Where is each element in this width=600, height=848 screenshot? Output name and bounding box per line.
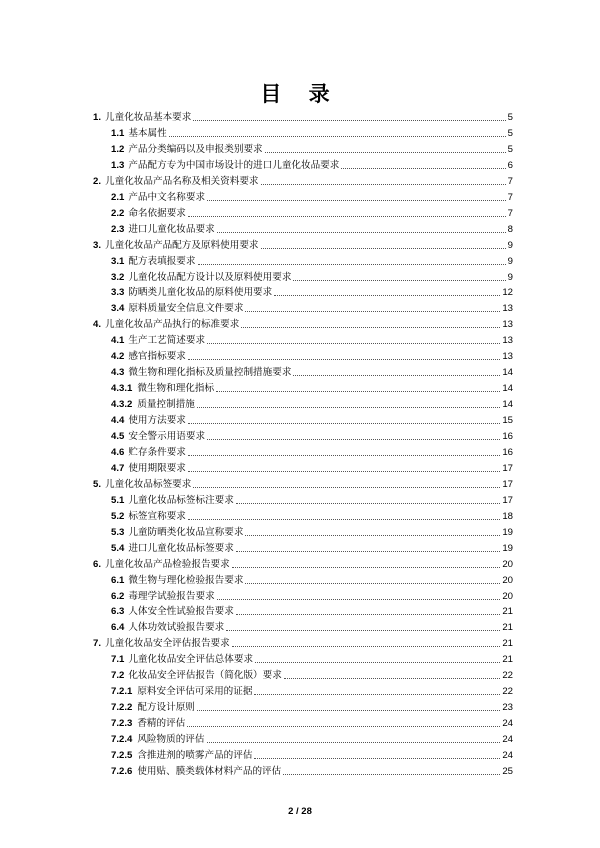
toc-entry-number: 2.	[93, 175, 102, 187]
toc-entry[interactable]	[93, 317, 513, 331]
toc-dot-leader	[245, 583, 500, 584]
toc-entry-number: 3.	[93, 239, 102, 251]
toc-entry-number: 7.2.4	[111, 734, 133, 746]
toc-entry[interactable]	[111, 381, 513, 395]
toc-entry-page: 5	[507, 112, 513, 123]
toc-entry-page: 9	[507, 255, 513, 267]
toc-dot-leader	[207, 343, 500, 344]
toc-entry-page: 21	[502, 606, 513, 618]
toc-dot-leader	[254, 758, 500, 759]
toc-entry-page: 20	[502, 574, 513, 586]
toc-entry-number: 5.1	[111, 494, 125, 506]
toc-entry-title: 使用期限要求	[128, 462, 186, 474]
toc-entry-title: 进口儿童化妆品要求	[128, 223, 215, 235]
toc-entry-title: 安全警示用语要求	[128, 431, 206, 442]
toc-entry-page: 9	[507, 271, 513, 283]
toc-entry-title: 微生物和理化指标	[137, 383, 215, 395]
toc-entry[interactable]	[93, 477, 513, 491]
toc-entry-title: 香精的评估	[137, 718, 186, 730]
toc-entry-page: 24	[502, 718, 513, 730]
toc-entry-title: 配方设计原则	[137, 702, 195, 714]
toc-dot-leader	[245, 535, 500, 536]
toc-entry[interactable]	[111, 142, 513, 156]
toc-entry[interactable]	[111, 541, 513, 555]
toc-entry[interactable]	[111, 668, 513, 682]
toc-dot-leader	[255, 662, 500, 663]
toc-entry-number: 6.4	[111, 622, 125, 634]
toc-entry-page: 19	[502, 542, 513, 554]
toc-entry[interactable]	[111, 413, 513, 427]
toc-entry-number: 2.3	[111, 223, 125, 235]
toc-entry-title: 儿童化妆品安全评估报告要求	[105, 638, 230, 650]
toc-entry-title: 命名依据要求	[128, 207, 186, 219]
toc-entry-number: 4.	[93, 319, 102, 331]
toc-entry-number: 5.2	[111, 510, 125, 522]
toc-entry-page: 14	[502, 399, 513, 411]
toc-entry-page: 23	[502, 702, 513, 714]
toc-entry[interactable]	[111, 732, 513, 746]
toc-dot-leader	[236, 503, 500, 504]
toc-entry-number: 3.4	[111, 303, 125, 315]
toc-entry-number: 1.	[93, 112, 102, 123]
toc-entry-title: 产品分类编码以及申报类别要求	[128, 143, 263, 155]
toc-dot-leader	[232, 646, 501, 647]
toc-entry[interactable]	[111, 573, 513, 587]
toc-entry-title: 儿童防晒类化妆品宣称要求	[128, 526, 244, 538]
toc-entry[interactable]	[111, 254, 513, 268]
toc-entry-number: 6.	[93, 558, 102, 570]
toc-entry-page: 20	[502, 558, 513, 570]
toc-entry-title: 儿童化妆品标签标注要求	[128, 494, 234, 506]
toc-entry-page: 13	[502, 319, 513, 331]
toc-entry-title: 儿童化妆品基本要求	[105, 112, 192, 123]
toc-entry-title: 生产工艺简述要求	[128, 335, 206, 347]
toc-entry-title: 人体功效试验报告要求	[128, 622, 225, 634]
toc-entry-page: 7	[507, 207, 513, 219]
toc-entry-number: 1.2	[111, 143, 125, 155]
toc-entry[interactable]	[111, 126, 513, 140]
toc-dot-leader	[261, 184, 506, 185]
toc-entry-page: 22	[502, 670, 513, 682]
toc-entry-number: 6.3	[111, 606, 125, 618]
toc-entry-page: 17	[502, 478, 513, 490]
toc-entry-number: 5.4	[111, 542, 125, 554]
toc-entry-title: 儿童化妆品标签要求	[105, 478, 192, 490]
toc-entry-title: 基本属性	[128, 127, 167, 139]
toc-entry-page: 19	[502, 526, 513, 538]
toc-entry-number: 4.3	[111, 367, 125, 379]
toc-entry[interactable]	[111, 429, 513, 443]
toc-entry[interactable]	[111, 285, 513, 299]
toc-entry-number: 4.6	[111, 446, 125, 458]
toc-entry[interactable]	[93, 557, 513, 571]
toc-entry-number: 3.3	[111, 287, 125, 299]
toc-dot-leader	[187, 726, 500, 727]
toc-entry[interactable]	[111, 493, 513, 507]
toc-entry-page: 18	[502, 510, 513, 522]
toc-dot-leader	[197, 407, 500, 408]
toc-entry-page: 6	[507, 159, 513, 171]
toc-dot-leader	[261, 248, 506, 249]
toc-dot-leader	[226, 630, 500, 631]
toc-entry-page: 17	[502, 494, 513, 506]
toc-entry-page: 12	[502, 287, 513, 299]
toc-entry-title: 产品中文名称要求	[128, 191, 206, 203]
toc-dot-leader	[188, 471, 500, 472]
toc-entry-title: 微生物与理化检验报告要求	[128, 574, 244, 586]
toc-entry[interactable]	[111, 349, 513, 363]
toc-dot-leader	[207, 742, 501, 743]
toc-entry-page: 21	[502, 622, 513, 634]
toc-entry[interactable]	[111, 620, 513, 634]
toc-entry-number: 4.5	[111, 431, 125, 442]
toc-entry-number: 4.2	[111, 351, 125, 363]
toc-dot-leader	[217, 599, 501, 600]
toc-entry-page: 24	[502, 734, 513, 746]
toc-entry[interactable]	[111, 716, 513, 730]
page-number: 2 / 28	[288, 806, 312, 817]
toc-entry-title: 儿童化妆品产品配方及原料使用要求	[105, 239, 259, 251]
toc-entry-page: 7	[507, 191, 513, 203]
toc-entry[interactable]	[111, 525, 513, 539]
toc-entry-page: 16	[502, 431, 513, 442]
toc-entry-number: 7.2.2	[111, 702, 133, 714]
toc-entry-title: 贮存条件要求	[128, 446, 186, 458]
toc-dot-leader	[188, 216, 506, 217]
toc-entry-page: 21	[502, 638, 513, 650]
toc-entry-title: 人体安全性试验报告要求	[128, 606, 234, 618]
toc-entry-title: 含推进剂的喷雾产品的评估	[137, 750, 253, 761]
toc-entry-number: 7.1	[111, 654, 125, 666]
toc-entry-number: 5.3	[111, 526, 125, 538]
toc-dot-leader	[207, 200, 506, 201]
toc-entry-number: 4.1	[111, 335, 125, 347]
toc-entry-title: 配方表填报要求	[128, 255, 196, 267]
toc-entry-page: 22	[502, 686, 513, 698]
toc-entry-page: 5	[507, 143, 513, 155]
toc-entry-page: 20	[502, 590, 513, 602]
toc-entry-title: 原料质量安全信息文件要求	[128, 303, 244, 315]
toc-dot-leader	[241, 327, 500, 328]
toc-entry-number: 4.4	[111, 415, 125, 427]
toc-entry-title: 儿童化妆品产品检验报告要求	[105, 558, 230, 570]
toc-entry-page: 7	[507, 175, 513, 187]
toc-dot-leader	[284, 678, 500, 679]
toc-entry-title: 毒理学试验报告要求	[128, 590, 215, 602]
toc-entry[interactable]	[111, 206, 513, 220]
toc-entry-title: 防晒类儿童化妆品的原料使用要求	[128, 287, 273, 299]
toc-dot-leader	[217, 232, 506, 233]
toc-entry-number: 7.2	[111, 670, 125, 682]
toc-entry[interactable]	[111, 764, 513, 778]
toc-entry-title: 产品配方专为中国市场设计的进口儿童化妆品要求	[128, 159, 340, 171]
toc-dot-leader	[216, 391, 500, 392]
toc-entry[interactable]	[111, 365, 513, 379]
toc-entry-page: 21	[502, 654, 513, 666]
toc-dot-leader	[207, 439, 500, 440]
toc-entry-title: 进口儿童化妆品标签要求	[128, 542, 234, 554]
toc-entry-number: 4.3.1	[111, 383, 133, 395]
toc-dot-leader	[193, 487, 500, 488]
page-title: 目 录	[260, 82, 340, 106]
toc-entry-number: 7.2.3	[111, 718, 133, 730]
toc-entry[interactable]	[111, 270, 513, 284]
toc-entry[interactable]	[111, 461, 513, 475]
toc-dot-leader	[188, 455, 500, 456]
toc-entry-page: 14	[502, 367, 513, 379]
toc-entry[interactable]	[111, 589, 513, 603]
toc-entry-title: 感官指标要求	[128, 351, 186, 363]
toc-dot-leader	[188, 423, 500, 424]
toc-entry-number: 4.3.2	[111, 399, 133, 411]
toc-entry-number: 7.2.6	[111, 765, 133, 777]
toc-dot-leader	[188, 359, 500, 360]
toc-entry-page: 17	[502, 462, 513, 474]
toc-entry-number: 1.3	[111, 159, 125, 171]
toc-entry-title: 使用方法要求	[128, 415, 186, 427]
toc-entry[interactable]	[111, 652, 513, 666]
toc-dot-leader	[169, 136, 506, 137]
toc-entry[interactable]	[111, 190, 513, 204]
toc-entry-page: 25	[502, 765, 513, 777]
toc-dot-leader	[245, 311, 500, 312]
toc-entry[interactable]	[93, 238, 513, 252]
toc-dot-leader	[188, 519, 500, 520]
toc-entry[interactable]	[93, 174, 513, 188]
toc-entry-title: 风险物质的评估	[137, 734, 205, 746]
toc-entry[interactable]	[111, 684, 513, 698]
toc-entry-page: 16	[502, 446, 513, 458]
toc-entry-title: 标签宣称要求	[128, 510, 186, 522]
toc-entry-page: 13	[502, 351, 513, 363]
toc-entry[interactable]	[111, 397, 513, 411]
toc-dot-leader	[341, 168, 505, 169]
toc-entry-page: 13	[502, 303, 513, 315]
toc-dot-leader	[293, 280, 505, 281]
toc-entry-page: 13	[502, 335, 513, 347]
toc-entry[interactable]	[93, 636, 513, 650]
toc-entry-page: 24	[502, 750, 513, 761]
toc-entry[interactable]	[111, 333, 513, 347]
toc-entry-number: 7.2.5	[111, 750, 133, 761]
toc-dot-leader	[232, 567, 501, 568]
toc-dot-leader	[254, 694, 500, 695]
toc-dot-leader	[293, 375, 500, 376]
toc-entry[interactable]	[111, 158, 513, 172]
toc-entry-page: 8	[507, 223, 513, 235]
toc-entry[interactable]	[93, 110, 513, 124]
toc-entry-title: 使用贴、膜类载体材料产品的评估	[137, 765, 282, 777]
toc-entry-number: 2.2	[111, 207, 125, 219]
toc-dot-leader	[236, 551, 500, 552]
toc-entry[interactable]	[111, 700, 513, 714]
toc-entry-title: 儿童化妆品配方设计以及原料使用要求	[128, 271, 292, 283]
toc-entry-title: 儿童化妆品产品执行的标准要求	[105, 319, 240, 331]
toc-entry-number: 6.1	[111, 574, 125, 586]
toc-entry-number: 4.7	[111, 462, 125, 474]
toc-entry-number: 1.1	[111, 127, 125, 139]
toc-entry-title: 化妆品安全评估报告（简化版）要求	[128, 670, 282, 682]
toc-entry-number: 7.	[93, 638, 102, 650]
toc-entry-title: 儿童化妆品安全评估总体要求	[128, 654, 254, 666]
toc-dot-leader	[274, 295, 500, 296]
toc-dot-leader	[197, 710, 500, 711]
toc-entry-title: 微生物和理化指标及质量控制措施要求	[128, 367, 292, 379]
toc-entry-page: 15	[502, 415, 513, 427]
toc-entry[interactable]	[111, 301, 513, 315]
toc-dot-leader	[198, 264, 506, 265]
toc-entry-page: 9	[507, 239, 513, 251]
toc-entry-number: 5.	[93, 478, 102, 490]
toc-entry-number: 3.2	[111, 271, 125, 283]
toc-entry[interactable]	[111, 748, 513, 762]
toc-entry-number: 6.2	[111, 590, 125, 602]
toc-entry[interactable]	[111, 509, 513, 523]
toc-dot-leader	[236, 614, 500, 615]
toc-entry[interactable]	[111, 445, 513, 459]
toc-dot-leader	[265, 152, 506, 153]
toc-entry-number: 2.1	[111, 191, 125, 203]
toc-entry-title: 质量控制措施	[137, 399, 195, 411]
toc-entry-title: 儿童化妆品产品名称及相关资料要求	[105, 175, 259, 187]
toc-entry[interactable]	[111, 222, 513, 236]
toc-dot-leader	[193, 120, 505, 121]
toc-entry-page: 14	[502, 383, 513, 395]
toc-dot-leader	[283, 774, 500, 775]
toc-entry[interactable]	[111, 604, 513, 618]
toc-entry-page: 5	[507, 127, 513, 139]
toc-entry-title: 原料安全评估可采用的证据	[137, 686, 253, 698]
toc-entry-number: 3.1	[111, 255, 125, 267]
toc-entry-number: 7.2.1	[111, 686, 133, 698]
